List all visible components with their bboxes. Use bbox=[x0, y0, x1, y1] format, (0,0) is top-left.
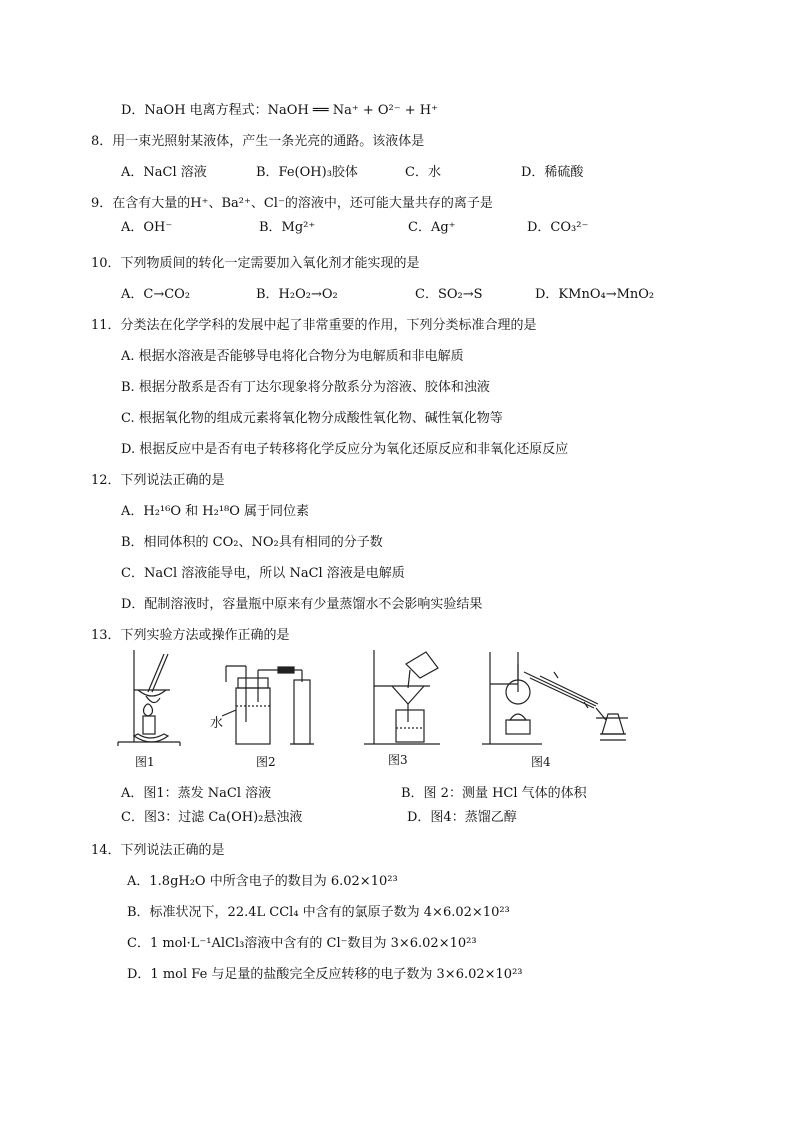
q12-option-d: D．配制溶液时，容量瓶中原来有少量蒸馏水不会影响实验结果 bbox=[121, 597, 483, 612]
q10-stem: 10．下列物质间的转化一定需要加入氧化剂才能实现的是 bbox=[91, 256, 420, 271]
q11-option-a: A. 根据水溶液是否能够导电将化合物分为电解质和非电解质 bbox=[121, 349, 464, 364]
q14-option-b: B．标准状况下，22.4L CCl₄ 中含有的氯原子数为 4×6.02×10²³ bbox=[127, 905, 510, 920]
q10-option-d: D．KMnO₄→MnO₂ bbox=[535, 287, 655, 302]
figure-1-evaporation-apparatus bbox=[108, 648, 198, 748]
figure-3-caption: 图3 bbox=[388, 753, 408, 767]
q12-stem: 12．下列说法正确的是 bbox=[91, 473, 225, 488]
q8-option-b: B．Fe(OH)₃胶体 bbox=[256, 165, 358, 180]
q9-option-b: B．Mg²⁺ bbox=[259, 220, 316, 235]
q13-stem: 13．下列实验方法或操作正确的是 bbox=[91, 628, 290, 643]
figure-2-caption: 图2 bbox=[256, 755, 276, 769]
q12-option-b: B．相同体积的 CO₂、NO₂具有相同的分子数 bbox=[121, 535, 383, 550]
q9-stem: 9．在含有大量的H⁺、Ba²⁺、Cl⁻的溶液中，还可能大量共存的离子是 bbox=[91, 196, 493, 211]
q8-option-d: D．稀硫酸 bbox=[521, 165, 584, 180]
figure-2-gas-volume-apparatus bbox=[222, 662, 318, 748]
q11-stem: 11．分类法在化学学科的发展中起了非常重要的作用，下列分类标准合理的是 bbox=[91, 318, 537, 333]
q14-stem: 14．下列说法正确的是 bbox=[91, 843, 225, 858]
q10-option-c: C．SO₂→S bbox=[415, 287, 483, 302]
figure-4-distillation-apparatus bbox=[478, 648, 638, 748]
q13-option-c: C．图3：过滤 Ca(OH)₂悬浊液 bbox=[121, 810, 303, 825]
q8-option-a: A．NaCl 溶液 bbox=[121, 165, 207, 180]
q14-option-c: C．1 mol·L⁻¹AlCl₃溶液中含有的 Cl⁻数目为 3×6.02×10²³ bbox=[127, 936, 477, 951]
q8-stem: 8．用一束光照射某液体，产生一条光亮的通路。该液体是 bbox=[91, 134, 425, 149]
q12-option-c: C．NaCl 溶液能导电，所以 NaCl 溶液是电解质 bbox=[121, 566, 405, 581]
q8-option-c: C．水 bbox=[405, 165, 441, 180]
q13-option-b: B．图 2：测量 HCl 气体的体积 bbox=[401, 786, 587, 801]
q13-option-d: D．图4：蒸馏乙醇 bbox=[407, 810, 517, 825]
q11-option-d: D. 根据反应中是否有电子转移将化学反应分为氧化还原反应和非氧化还原反应 bbox=[121, 442, 569, 457]
q10-option-a: A．C→CO₂ bbox=[121, 287, 191, 302]
q9-option-c: C．Ag⁺ bbox=[408, 220, 456, 235]
q10-option-b: B．H₂O₂→O₂ bbox=[256, 287, 338, 302]
q13-option-a: A．图1：蒸发 NaCl 溶液 bbox=[121, 786, 272, 801]
q11-option-c: C. 根据氧化物的组成元素将氧化物分成酸性氧化物、碱性氧化物等 bbox=[121, 411, 503, 426]
figure-3-filtration-apparatus bbox=[360, 648, 446, 748]
water-label: 水 bbox=[210, 716, 224, 731]
q9-option-a: A．OH⁻ bbox=[121, 220, 173, 235]
q12-option-a: A．H₂¹⁶O 和 H₂¹⁸O 属于同位素 bbox=[121, 504, 310, 519]
figure-4-caption: 图4 bbox=[531, 755, 551, 769]
q9-option-d: D．CO₃²⁻ bbox=[527, 220, 589, 235]
q11-option-b: B. 根据分散系是否有丁达尔现象将分散系分为溶液、胶体和浊液 bbox=[121, 380, 490, 395]
q7-option-d: D．NaOH 电离方程式：NaOH ══ Na⁺ + O²⁻ + H⁺ bbox=[121, 103, 438, 118]
figure-1-caption: 图1 bbox=[135, 755, 155, 769]
q14-option-d: D．1 mol Fe 与足量的盐酸完全反应转移的电子数为 3×6.02×10²³ bbox=[127, 967, 523, 982]
q14-option-a: A．1.8gH₂O 中所含电子的数目为 6.02×10²³ bbox=[127, 874, 398, 889]
